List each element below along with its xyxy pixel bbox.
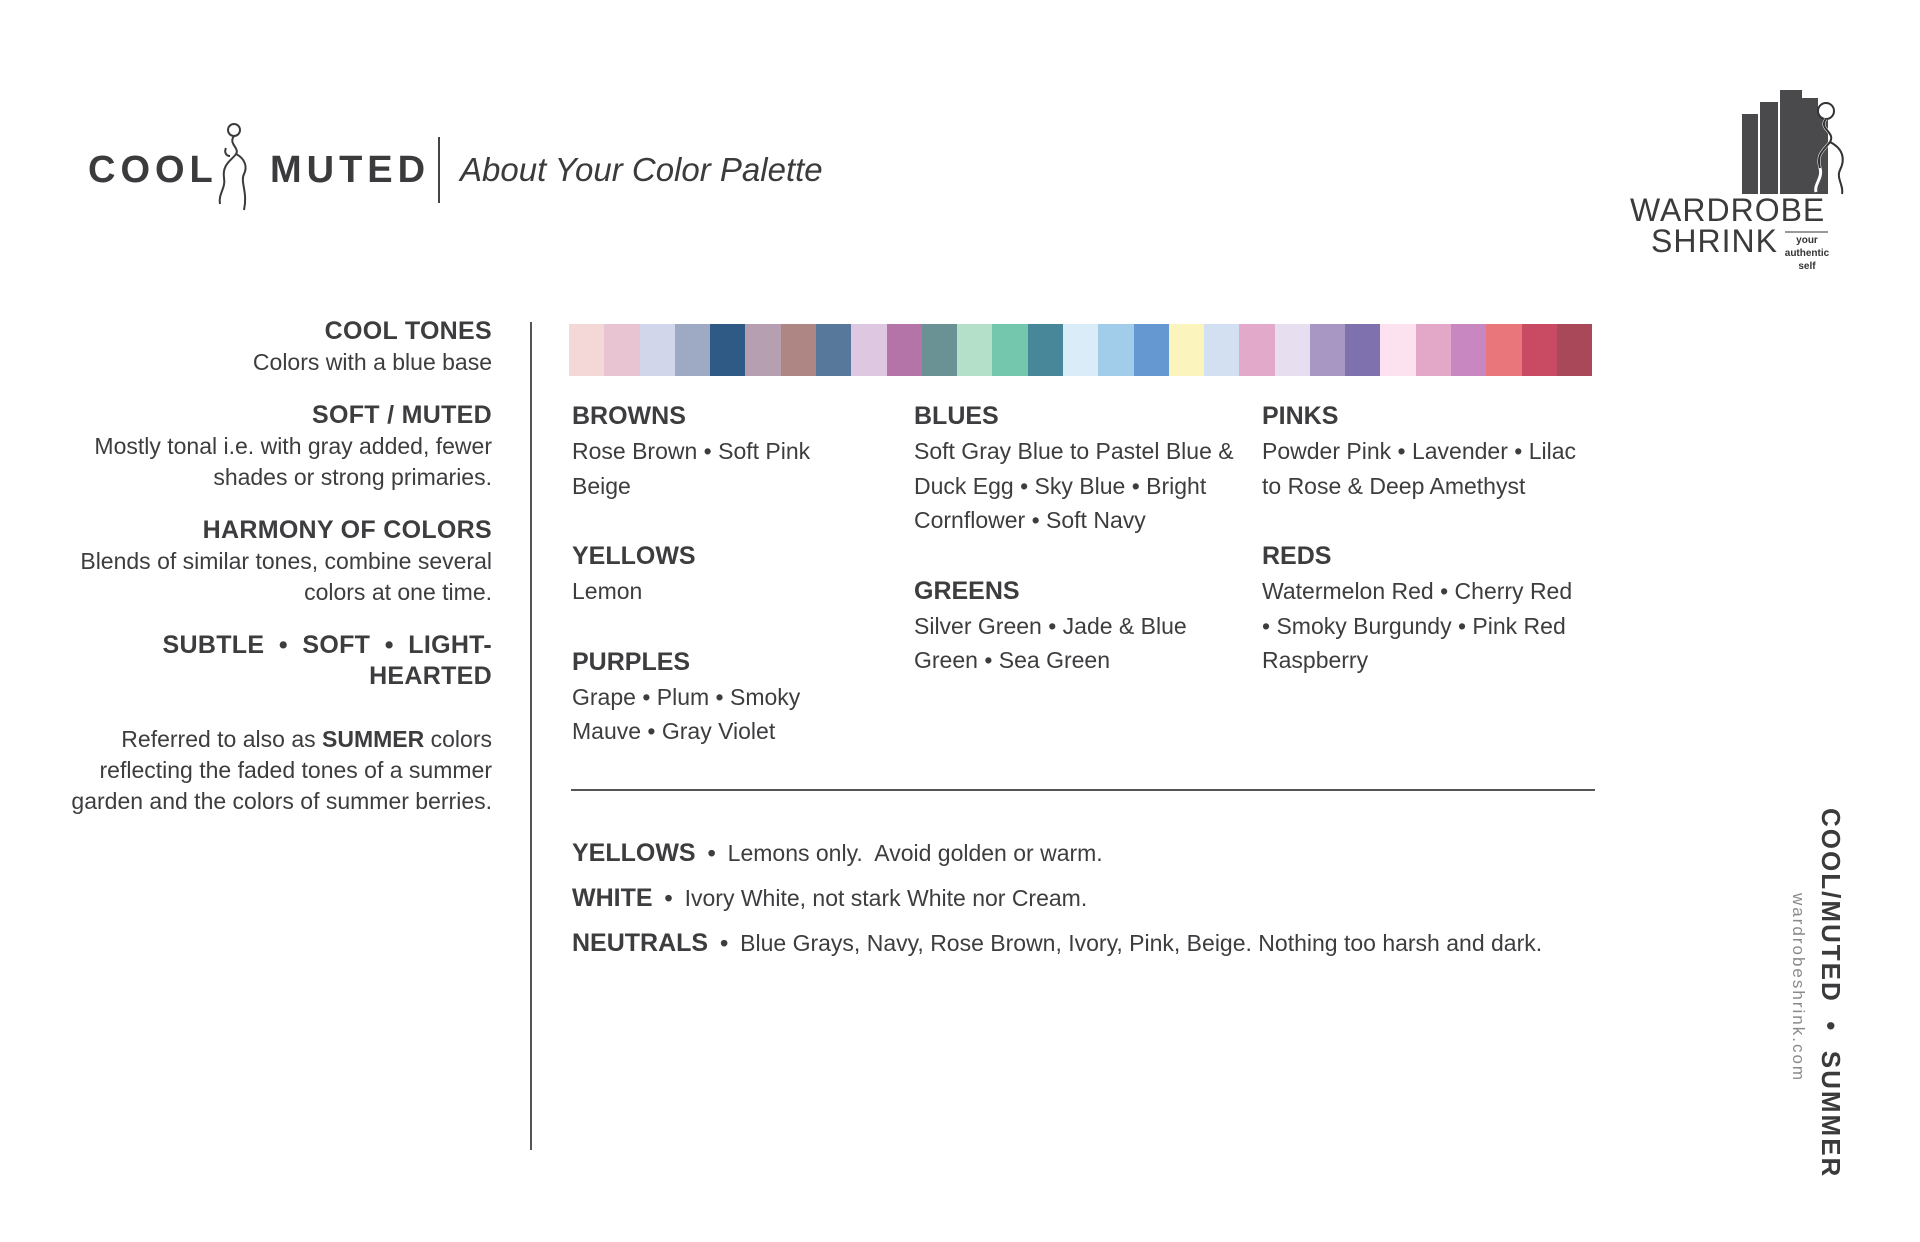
bullet: • <box>664 885 673 911</box>
page-subtitle: About Your Color Palette <box>460 151 823 188</box>
note-label: WHITE <box>572 884 653 912</box>
note-row <box>572 833 1672 878</box>
horizontal-divider <box>571 789 1595 791</box>
color-family <box>1262 398 1582 503</box>
color-swatch <box>1134 324 1169 376</box>
bullet: • <box>707 840 716 866</box>
color-swatch <box>1098 324 1133 376</box>
color-family <box>914 398 1234 538</box>
family-name: GREENS <box>914 576 1020 605</box>
logo-wordmark-line1: WARDROBE <box>1630 192 1826 228</box>
note-text: Lemons only. Avoid golden or warm. <box>727 840 1103 866</box>
color-swatch <box>922 324 957 376</box>
family-items: Watermelon Red • Cherry Red • Smoky Burgundy • Pink Red Raspberry <box>1262 578 1573 673</box>
color-swatch <box>1275 324 1310 376</box>
left-heading: COOL TONES <box>324 317 492 345</box>
family-items: Lemon <box>572 578 643 604</box>
family-items: Silver Green • Jade & Blue Green • Sea Green <box>914 612 1187 673</box>
logo-wordmark-line2: SHRINK <box>1651 223 1778 259</box>
left-block <box>60 316 492 378</box>
color-swatch <box>1557 324 1592 376</box>
left-heading: SUBTLE • SOFT • LIGHT-HEARTED <box>162 631 492 690</box>
color-swatch <box>1451 324 1486 376</box>
side-url: wardrobeshrink.com <box>1789 893 1808 1083</box>
color-swatch <box>1380 324 1415 376</box>
family-name: REDS <box>1262 542 1332 570</box>
vertical-divider <box>530 322 532 1150</box>
left-block <box>60 400 492 493</box>
family-items: Rose Brown • Soft Pink Beige <box>572 438 811 499</box>
color-swatch <box>851 324 886 376</box>
brand-cool: COOL <box>88 149 218 191</box>
color-swatch <box>1239 324 1274 376</box>
family-column-1 <box>572 398 872 784</box>
woman-figure-icon <box>214 122 258 212</box>
left-block <box>60 630 492 692</box>
family-column-2 <box>914 398 1234 713</box>
family-name: PINKS <box>1262 402 1339 430</box>
left-heading: HARMONY OF COLORS <box>202 516 492 544</box>
family-items: Powder Pink • Lavender • Lilac to Rose & Deep Amethyst <box>1262 438 1576 499</box>
bullet: • <box>720 930 729 956</box>
color-swatch <box>781 324 816 376</box>
left-block <box>60 515 492 608</box>
family-name: YELLOWS <box>572 542 696 570</box>
color-swatch <box>957 324 992 376</box>
family-name: PURPLES <box>572 647 691 676</box>
color-swatch <box>887 324 922 376</box>
color-swatch <box>1063 324 1098 376</box>
color-swatch <box>1345 324 1380 376</box>
color-family <box>572 398 872 503</box>
family-name: BLUES <box>914 402 999 430</box>
summer-suffix: colors reflecting the faded tones of a summer garden and the colors of summer berries. <box>71 726 492 814</box>
note-text: Ivory White, not stark White nor Cream. <box>684 885 1088 911</box>
color-swatch <box>640 324 675 376</box>
color-swatch <box>992 324 1027 376</box>
color-swatch <box>745 324 780 376</box>
header-divider <box>438 137 440 203</box>
color-swatch <box>816 324 851 376</box>
color-swatch-strip <box>569 324 1592 376</box>
color-swatch <box>1169 324 1204 376</box>
note-row <box>572 923 1672 968</box>
color-family <box>572 644 872 749</box>
color-family <box>1262 538 1582 678</box>
summer-emph: SUMMER <box>322 726 425 752</box>
notes-section <box>572 833 1672 968</box>
color-swatch <box>569 324 604 376</box>
color-swatch <box>1486 324 1521 376</box>
color-swatch <box>604 324 639 376</box>
color-swatch <box>1028 324 1063 376</box>
left-text: Blends of similar tones, combine several colors at one time. <box>80 548 492 605</box>
color-swatch <box>1522 324 1557 376</box>
color-family <box>572 538 872 609</box>
note-text: Blue Grays, Navy, Rose Brown, Ivory, Pink, Beige. Nothing too harsh and dark. <box>740 930 1543 956</box>
left-heading: SOFT / MUTED <box>312 401 492 429</box>
logo-tagline: your authentic self <box>1784 235 1830 272</box>
note-label: YELLOWS <box>572 839 696 867</box>
left-text: Mostly tonal i.e. with gray added, fewer shades or strong primaries. <box>94 433 492 490</box>
summer-note <box>60 724 492 817</box>
family-items: Grape • Plum • Smoky Mauve • Gray Violet <box>572 683 801 744</box>
note-row <box>572 878 1672 923</box>
color-swatch <box>710 324 745 376</box>
left-column <box>60 316 492 817</box>
note-label: NEUTRALS <box>572 929 709 957</box>
color-swatch <box>1204 324 1239 376</box>
side-title: COOL/MUTED • SUMMER <box>1816 808 1846 1179</box>
family-name: BROWNS <box>572 402 686 430</box>
summer-prefix: Referred to also as <box>121 726 323 752</box>
family-items: Soft Gray Blue to Pastel Blue & Duck Egg • Sky Blue • Bright Cornflower • Soft Navy <box>914 438 1234 533</box>
brand-muted: MUTED <box>270 149 431 191</box>
color-swatch <box>1416 324 1451 376</box>
color-swatch <box>1310 324 1345 376</box>
left-text: Colors with a blue base <box>252 349 492 375</box>
color-swatch <box>675 324 710 376</box>
family-column-3 <box>1262 398 1582 713</box>
color-family <box>914 573 1234 678</box>
